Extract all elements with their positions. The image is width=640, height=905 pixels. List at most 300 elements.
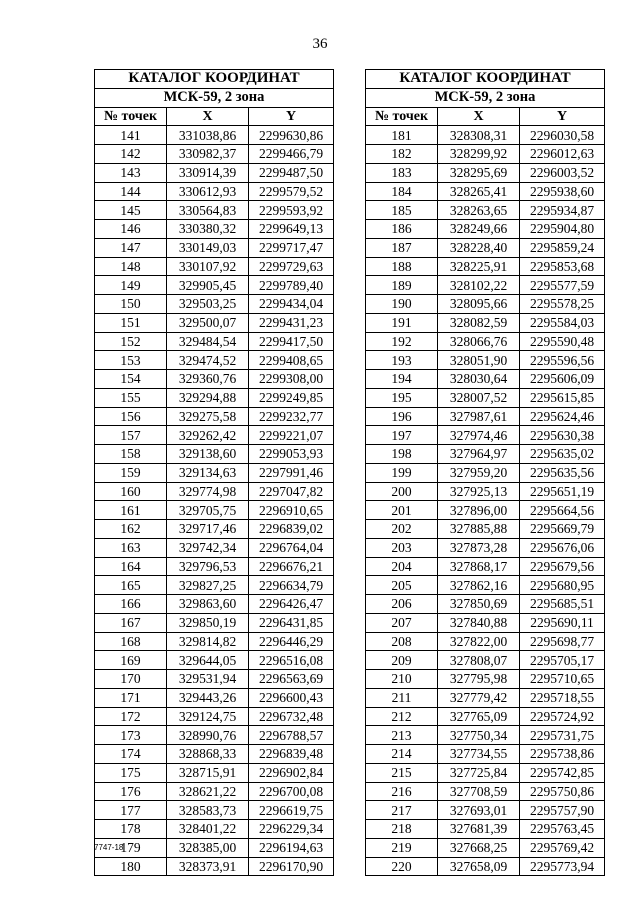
table-row (95, 332, 334, 351)
table-row (366, 201, 605, 220)
x-coordinate-cell: 329644,05 (167, 651, 249, 670)
x-coordinate-cell: 328228,40 (438, 238, 520, 257)
x-coordinate-cell: 328373,91 (167, 857, 249, 876)
table-row (366, 670, 605, 689)
table-row (366, 576, 605, 595)
x-coordinate-cell: 327885,88 (438, 520, 520, 539)
table-row (366, 426, 605, 445)
y-coordinate-cell: 2295718,55 (520, 688, 605, 707)
point-number-cell: 192 (366, 332, 438, 351)
y-coordinate-cell: 2296764,04 (249, 538, 334, 557)
y-coordinate-cell: 2295742,85 (520, 763, 605, 782)
point-number-cell: 152 (95, 332, 167, 351)
x-coordinate-cell: 328990,76 (167, 726, 249, 745)
y-coordinate-cell: 2299308,00 (249, 370, 334, 389)
point-number-cell: 141 (95, 126, 167, 145)
x-coordinate-cell: 331038,86 (167, 126, 249, 145)
y-coordinate-cell: 2296600,43 (249, 688, 334, 707)
point-number-cell: 193 (366, 351, 438, 370)
table-row (95, 801, 334, 820)
point-number-cell: 210 (366, 670, 438, 689)
table-row (95, 370, 334, 389)
y-coordinate-cell: 2296431,85 (249, 613, 334, 632)
x-coordinate-cell: 329294,88 (167, 388, 249, 407)
point-number-cell: 205 (366, 576, 438, 595)
x-coordinate-cell: 329138,60 (167, 445, 249, 464)
table-row (95, 688, 334, 707)
y-coordinate-cell: 2296634,79 (249, 576, 334, 595)
point-number-cell: 158 (95, 445, 167, 464)
y-coordinate-cell: 2295651,19 (520, 482, 605, 501)
y-coordinate-cell: 2295853,68 (520, 257, 605, 276)
x-coordinate-cell: 328265,41 (438, 182, 520, 201)
x-coordinate-cell: 327779,42 (438, 688, 520, 707)
x-coordinate-cell: 328066,76 (438, 332, 520, 351)
table-row (366, 445, 605, 464)
y-coordinate-cell: 2295938,60 (520, 182, 605, 201)
x-coordinate-cell: 329443,26 (167, 688, 249, 707)
table-row (95, 670, 334, 689)
x-coordinate-cell: 329503,25 (167, 295, 249, 314)
point-number-cell: 169 (95, 651, 167, 670)
y-coordinate-cell: 2295630,38 (520, 426, 605, 445)
x-coordinate-cell: 329814,82 (167, 632, 249, 651)
x-coordinate-cell: 329360,76 (167, 370, 249, 389)
table-row (366, 745, 605, 764)
point-number-cell: 178 (95, 820, 167, 839)
y-coordinate-cell: 2299789,40 (249, 276, 334, 295)
x-coordinate-cell: 327925,13 (438, 482, 520, 501)
x-coordinate-cell: 328583,73 (167, 801, 249, 820)
point-number-cell: 147 (95, 238, 167, 257)
point-number-cell: 198 (366, 445, 438, 464)
x-coordinate-cell: 327808,07 (438, 651, 520, 670)
table-row (95, 782, 334, 801)
y-coordinate-cell: 2296516,08 (249, 651, 334, 670)
x-coordinate-cell: 330564,83 (167, 201, 249, 220)
table-row (95, 538, 334, 557)
table-row (95, 613, 334, 632)
y-coordinate-cell: 2299593,92 (249, 201, 334, 220)
x-coordinate-cell: 329827,25 (167, 576, 249, 595)
y-coordinate-cell: 2296003,52 (520, 163, 605, 182)
column-header-point: № точек (95, 107, 167, 126)
point-number-cell: 175 (95, 763, 167, 782)
y-coordinate-cell: 2295596,56 (520, 351, 605, 370)
table-row (95, 182, 334, 201)
table-row (366, 595, 605, 614)
table-row (366, 182, 605, 201)
y-coordinate-cell: 2295606,09 (520, 370, 605, 389)
table-row (366, 613, 605, 632)
x-coordinate-cell: 328263,65 (438, 201, 520, 220)
point-number-cell: 177 (95, 801, 167, 820)
point-number-cell: 191 (366, 313, 438, 332)
point-number-cell: 185 (366, 201, 438, 220)
x-coordinate-cell: 330982,37 (167, 145, 249, 164)
table-row (95, 276, 334, 295)
table-row (95, 163, 334, 182)
point-number-cell: 145 (95, 201, 167, 220)
point-number-cell: 187 (366, 238, 438, 257)
x-coordinate-cell: 329850,19 (167, 613, 249, 632)
x-coordinate-cell: 327873,28 (438, 538, 520, 557)
point-number-cell: 203 (366, 538, 438, 557)
x-coordinate-cell: 329275,58 (167, 407, 249, 426)
table-row (366, 295, 605, 314)
table-row (366, 651, 605, 670)
y-coordinate-cell: 2296563,69 (249, 670, 334, 689)
point-number-cell: 209 (366, 651, 438, 670)
table-row (95, 651, 334, 670)
y-coordinate-cell: 2296170,90 (249, 857, 334, 876)
point-number-cell: 219 (366, 838, 438, 857)
y-coordinate-cell: 2295773,94 (520, 857, 605, 876)
point-number-cell: 161 (95, 501, 167, 520)
x-coordinate-cell: 327668,25 (438, 838, 520, 857)
y-coordinate-cell: 2299579,52 (249, 182, 334, 201)
table-row (366, 782, 605, 801)
table-row (95, 463, 334, 482)
point-number-cell: 172 (95, 707, 167, 726)
y-coordinate-cell: 2295679,56 (520, 557, 605, 576)
table-row (95, 557, 334, 576)
x-coordinate-cell: 329134,63 (167, 463, 249, 482)
table-row (366, 820, 605, 839)
table-row (366, 632, 605, 651)
point-number-cell: 157 (95, 426, 167, 445)
x-coordinate-cell: 330149,03 (167, 238, 249, 257)
column-header-x: X (167, 107, 249, 126)
y-coordinate-cell: 2299431,23 (249, 313, 334, 332)
x-coordinate-cell: 327795,98 (438, 670, 520, 689)
x-coordinate-cell: 327964,97 (438, 445, 520, 464)
x-coordinate-cell: 329484,54 (167, 332, 249, 351)
table-row (366, 407, 605, 426)
table-row (95, 426, 334, 445)
y-coordinate-cell: 2295690,11 (520, 613, 605, 632)
y-coordinate-cell: 2295763,45 (520, 820, 605, 839)
table-row (95, 445, 334, 464)
x-coordinate-cell: 327658,09 (438, 857, 520, 876)
x-coordinate-cell: 327896,00 (438, 501, 520, 520)
y-coordinate-cell: 2295731,75 (520, 726, 605, 745)
point-number-cell: 189 (366, 276, 438, 295)
point-number-cell: 143 (95, 163, 167, 182)
point-number-cell: 204 (366, 557, 438, 576)
table-row (95, 745, 334, 764)
point-number-cell: 173 (95, 726, 167, 745)
y-coordinate-cell: 2295624,46 (520, 407, 605, 426)
x-coordinate-cell: 327974,46 (438, 426, 520, 445)
point-number-cell: 194 (366, 370, 438, 389)
point-number-cell: 213 (366, 726, 438, 745)
x-coordinate-cell: 329796,53 (167, 557, 249, 576)
y-coordinate-cell: 2295664,56 (520, 501, 605, 520)
table-row (366, 351, 605, 370)
table-row (366, 276, 605, 295)
x-coordinate-cell: 328102,22 (438, 276, 520, 295)
table-row (366, 688, 605, 707)
y-coordinate-cell: 2296732,48 (249, 707, 334, 726)
table-row (95, 145, 334, 164)
y-coordinate-cell: 2295710,65 (520, 670, 605, 689)
y-coordinate-cell: 2299221,07 (249, 426, 334, 445)
point-number-cell: 167 (95, 613, 167, 632)
y-coordinate-cell: 2295669,79 (520, 520, 605, 539)
y-coordinate-cell: 2295724,92 (520, 707, 605, 726)
point-number-cell: 148 (95, 257, 167, 276)
x-coordinate-cell: 330612,93 (167, 182, 249, 201)
x-coordinate-cell: 329863,60 (167, 595, 249, 614)
point-number-cell: 151 (95, 313, 167, 332)
y-coordinate-cell: 2295698,77 (520, 632, 605, 651)
point-number-cell: 160 (95, 482, 167, 501)
x-coordinate-cell: 329717,46 (167, 520, 249, 539)
point-number-cell: 179 (95, 838, 167, 857)
table-row (95, 388, 334, 407)
y-coordinate-cell: 2295578,25 (520, 295, 605, 314)
table-row (366, 801, 605, 820)
table-row (366, 763, 605, 782)
y-coordinate-cell: 2295584,03 (520, 313, 605, 332)
y-coordinate-cell: 2295757,90 (520, 801, 605, 820)
table-row (366, 538, 605, 557)
point-number-cell: 144 (95, 182, 167, 201)
table-row (366, 501, 605, 520)
coordinate-catalog-table-right (365, 69, 605, 876)
x-coordinate-cell: 328385,00 (167, 838, 249, 857)
y-coordinate-cell: 2295635,02 (520, 445, 605, 464)
table-row (95, 238, 334, 257)
y-coordinate-cell: 2296839,02 (249, 520, 334, 539)
point-number-cell: 171 (95, 688, 167, 707)
y-coordinate-cell: 2295738,86 (520, 745, 605, 764)
point-number-cell: 211 (366, 688, 438, 707)
table-subtitle: МСК-59, 2 зона (366, 88, 605, 107)
table-row (95, 632, 334, 651)
x-coordinate-cell: 328249,66 (438, 220, 520, 239)
point-number-cell: 146 (95, 220, 167, 239)
y-coordinate-cell: 2295680,95 (520, 576, 605, 595)
y-coordinate-cell: 2295750,86 (520, 782, 605, 801)
table-row (366, 463, 605, 482)
table-row (95, 857, 334, 876)
x-coordinate-cell: 327734,55 (438, 745, 520, 764)
point-number-cell: 188 (366, 257, 438, 276)
table-row (366, 332, 605, 351)
y-coordinate-cell: 2296788,57 (249, 726, 334, 745)
point-number-cell: 162 (95, 520, 167, 539)
table-row (95, 295, 334, 314)
table-row (366, 370, 605, 389)
point-number-cell: 159 (95, 463, 167, 482)
table-row (366, 838, 605, 857)
table-subtitle: МСК-59, 2 зона (95, 88, 334, 107)
point-number-cell: 183 (366, 163, 438, 182)
point-number-cell: 156 (95, 407, 167, 426)
column-header-point: № точек (366, 107, 438, 126)
x-coordinate-cell: 329262,42 (167, 426, 249, 445)
point-number-cell: 154 (95, 370, 167, 389)
y-coordinate-cell: 2295705,17 (520, 651, 605, 670)
x-coordinate-cell: 330380,32 (167, 220, 249, 239)
point-number-cell: 184 (366, 182, 438, 201)
table-row (366, 126, 605, 145)
x-coordinate-cell: 328401,22 (167, 820, 249, 839)
x-coordinate-cell: 327725,84 (438, 763, 520, 782)
x-coordinate-cell: 328868,33 (167, 745, 249, 764)
y-coordinate-cell: 2296194,63 (249, 838, 334, 857)
point-number-cell: 155 (95, 388, 167, 407)
y-coordinate-cell: 2296446,29 (249, 632, 334, 651)
table-row (366, 238, 605, 257)
table-row (366, 220, 605, 239)
y-coordinate-cell: 2299729,63 (249, 257, 334, 276)
point-number-cell: 142 (95, 145, 167, 164)
coordinate-catalog-table-left (94, 69, 334, 876)
x-coordinate-cell: 328095,66 (438, 295, 520, 314)
y-coordinate-cell: 2295934,87 (520, 201, 605, 220)
column-header-x: X (438, 107, 520, 126)
table-row (366, 313, 605, 332)
table-row (366, 163, 605, 182)
table-row (95, 482, 334, 501)
y-coordinate-cell: 2299649,13 (249, 220, 334, 239)
table-row (366, 145, 605, 164)
x-coordinate-cell: 330914,39 (167, 163, 249, 182)
x-coordinate-cell: 328082,59 (438, 313, 520, 332)
x-coordinate-cell: 327987,61 (438, 407, 520, 426)
table-body (95, 126, 334, 876)
point-number-cell: 208 (366, 632, 438, 651)
x-coordinate-cell: 327862,16 (438, 576, 520, 595)
y-coordinate-cell: 2295676,06 (520, 538, 605, 557)
x-coordinate-cell: 329774,98 (167, 482, 249, 501)
x-coordinate-cell: 327765,09 (438, 707, 520, 726)
table-row (95, 313, 334, 332)
column-header-y: Y (249, 107, 334, 126)
point-number-cell: 216 (366, 782, 438, 801)
point-number-cell: 212 (366, 707, 438, 726)
x-coordinate-cell: 327840,88 (438, 613, 520, 632)
point-number-cell: 200 (366, 482, 438, 501)
x-coordinate-cell: 328007,52 (438, 388, 520, 407)
point-number-cell: 201 (366, 501, 438, 520)
table-row (366, 857, 605, 876)
table-row (95, 351, 334, 370)
point-number-cell: 217 (366, 801, 438, 820)
table-body (366, 126, 605, 876)
table-row (95, 220, 334, 239)
table-row (95, 595, 334, 614)
x-coordinate-cell: 328030,64 (438, 370, 520, 389)
x-coordinate-cell: 328051,90 (438, 351, 520, 370)
y-coordinate-cell: 2295769,42 (520, 838, 605, 857)
y-coordinate-cell: 2295590,48 (520, 332, 605, 351)
point-number-cell: 195 (366, 388, 438, 407)
y-coordinate-cell: 2295859,24 (520, 238, 605, 257)
x-coordinate-cell: 327708,59 (438, 782, 520, 801)
point-number-cell: 218 (366, 820, 438, 839)
x-coordinate-cell: 327750,34 (438, 726, 520, 745)
point-number-cell: 166 (95, 595, 167, 614)
footer-code: 7747-18 (94, 843, 124, 852)
table-row (95, 726, 334, 745)
point-number-cell: 196 (366, 407, 438, 426)
y-coordinate-cell: 2296839,48 (249, 745, 334, 764)
y-coordinate-cell: 2295904,80 (520, 220, 605, 239)
point-number-cell: 163 (95, 538, 167, 557)
table-row (95, 407, 334, 426)
y-coordinate-cell: 2299434,04 (249, 295, 334, 314)
y-coordinate-cell: 2296426,47 (249, 595, 334, 614)
x-coordinate-cell: 327959,20 (438, 463, 520, 482)
page-number: 36 (312, 36, 328, 52)
x-coordinate-cell: 329705,75 (167, 501, 249, 520)
point-number-cell: 181 (366, 126, 438, 145)
point-number-cell: 199 (366, 463, 438, 482)
x-coordinate-cell: 328621,22 (167, 782, 249, 801)
y-coordinate-cell: 2299232,77 (249, 407, 334, 426)
table-row (95, 520, 334, 539)
table-row (95, 201, 334, 220)
y-coordinate-cell: 2299487,50 (249, 163, 334, 182)
y-coordinate-cell: 2299717,47 (249, 238, 334, 257)
y-coordinate-cell: 2296902,84 (249, 763, 334, 782)
point-number-cell: 186 (366, 220, 438, 239)
x-coordinate-cell: 327822,00 (438, 632, 520, 651)
y-coordinate-cell: 2296676,21 (249, 557, 334, 576)
point-number-cell: 206 (366, 595, 438, 614)
point-number-cell: 150 (95, 295, 167, 314)
table-row (366, 520, 605, 539)
y-coordinate-cell: 2295635,56 (520, 463, 605, 482)
point-number-cell: 202 (366, 520, 438, 539)
y-coordinate-cell: 2299466,79 (249, 145, 334, 164)
y-coordinate-cell: 2299053,93 (249, 445, 334, 464)
point-number-cell: 190 (366, 295, 438, 314)
x-coordinate-cell: 327850,69 (438, 595, 520, 614)
table-row (95, 820, 334, 839)
y-coordinate-cell: 2296700,08 (249, 782, 334, 801)
y-coordinate-cell: 2296229,34 (249, 820, 334, 839)
point-number-cell: 165 (95, 576, 167, 595)
y-coordinate-cell: 2296619,75 (249, 801, 334, 820)
point-number-cell: 215 (366, 763, 438, 782)
x-coordinate-cell: 328299,92 (438, 145, 520, 164)
x-coordinate-cell: 327681,39 (438, 820, 520, 839)
table-row (366, 482, 605, 501)
y-coordinate-cell: 2299408,65 (249, 351, 334, 370)
table-row (95, 576, 334, 595)
x-coordinate-cell: 330107,92 (167, 257, 249, 276)
y-coordinate-cell: 2296012,63 (520, 145, 605, 164)
point-number-cell: 207 (366, 613, 438, 632)
x-coordinate-cell: 328715,91 (167, 763, 249, 782)
x-coordinate-cell: 329905,45 (167, 276, 249, 295)
x-coordinate-cell: 328295,69 (438, 163, 520, 182)
table-row (95, 257, 334, 276)
table-title: КАТАЛОГ КООРДИНАТ (95, 70, 334, 89)
x-coordinate-cell: 329531,94 (167, 670, 249, 689)
table-row (366, 557, 605, 576)
x-coordinate-cell: 328308,31 (438, 126, 520, 145)
point-number-cell: 197 (366, 426, 438, 445)
x-coordinate-cell: 327868,17 (438, 557, 520, 576)
y-coordinate-cell: 2297991,46 (249, 463, 334, 482)
point-number-cell: 170 (95, 670, 167, 689)
